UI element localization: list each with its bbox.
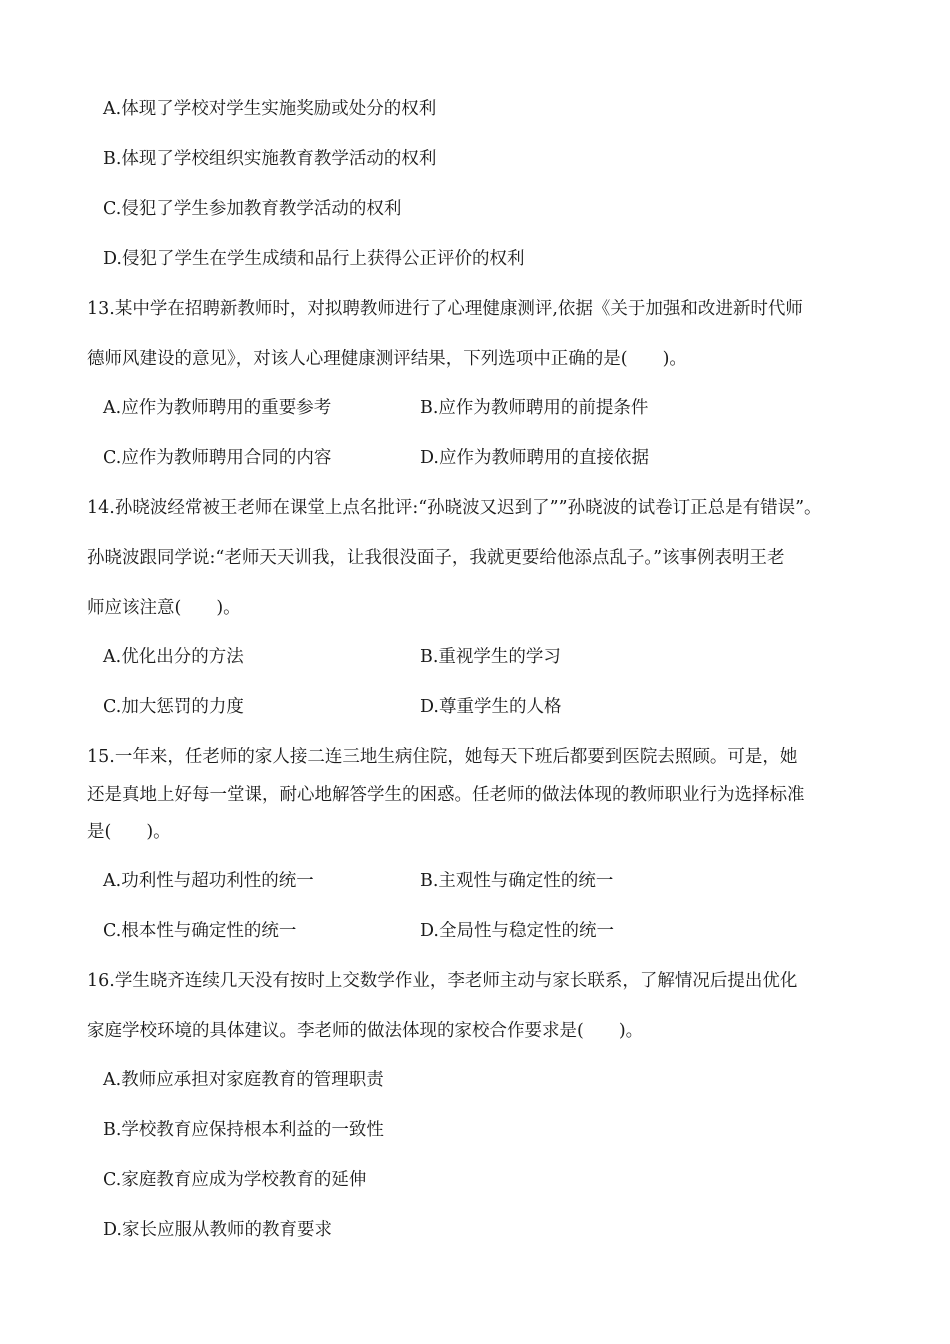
q13-option-a: A.应作为教师聘用的重要参考 [103,398,332,418]
q12-option-d: D.侵犯了学生在学生成绩和品行上获得公正评价的权利 [103,249,525,269]
q14-option-d: D.尊重学生的人格 [420,697,562,717]
q14-option-c: C.加大惩罚的力度 [103,697,244,717]
q15-option-b: B.主观性与确定性的统一 [420,871,614,891]
q15-stem-line-2: 还是真地上好每一堂课，耐心地解答学生的困惑。任老师的做法体现的教师职业行为选择标准 [87,785,805,805]
q13-option-d: D.应作为教师聘用的直接依据 [420,448,649,468]
q12-option-a: A.体现了学校对学生实施奖励或处分的权利 [103,99,437,119]
q12-option-b: B.体现了学校组织实施教育教学活动的权利 [103,149,437,169]
q14-option-a: A.优化出分的方法 [103,647,244,667]
q16-option-c: C.家庭教育应成为学校教育的延伸 [103,1170,367,1190]
q15-option-a: A.功利性与超功利性的统一 [103,871,314,891]
q13-stem-line-1: 13.某中学在招聘新教师时，对拟聘教师进行了心理健康测评,依据《关于加强和改进新时代师 [87,299,803,319]
q16-stem-line-1: 16.学生晓齐连续几天没有按时上交数学作业，李老师主动与家长联系，了解情况后提出优化 [87,971,798,991]
q15-stem-line-3: 是( )。 [87,822,171,842]
q16-option-d: D.家长应服从教师的教育要求 [103,1220,332,1240]
q13-option-b: B.应作为教师聘用的前提条件 [420,398,649,418]
q16-option-b: B.学校教育应保持根本利益的一致性 [103,1120,384,1140]
q15-stem-line-1: 15.一年来，任老师的家人接二连三地生病住院，她每天下班后都要到医院去照顾。可是，她 [87,747,798,767]
q12-option-c: C.侵犯了学生参加教育教学活动的权利 [103,199,402,219]
q16-option-a: A.教师应承担对家庭教育的管理职责 [103,1070,384,1090]
q14-stem-line-2: 孙晓波跟同学说:“老师天天训我，让我很没面子，我就更要给他添点乱子。”该事例表明王老 [87,548,785,568]
q15-option-d: D.全局性与稳定性的统一 [420,921,614,941]
q14-option-b: B.重视学生的学习 [420,647,561,667]
q15-option-c: C.根本性与确定性的统一 [103,921,297,941]
q13-stem-line-2: 德师风建设的意见》，对该人心理健康测评结果，下列选项中正确的是( )。 [87,349,687,369]
q13-option-c: C.应作为教师聘用合同的内容 [103,448,332,468]
q14-stem-line-3: 师应该注意( )。 [87,598,241,618]
q14-stem-line-1: 14.孙晓波经常被王老师在课堂上点名批评:“孙晓波又迟到了””孙晓波的试卷订正总是有错误”。 [87,498,822,518]
q16-stem-line-2: 家庭学校环境的具体建议。李老师的做法体现的家校合作要求是( )。 [87,1021,644,1041]
